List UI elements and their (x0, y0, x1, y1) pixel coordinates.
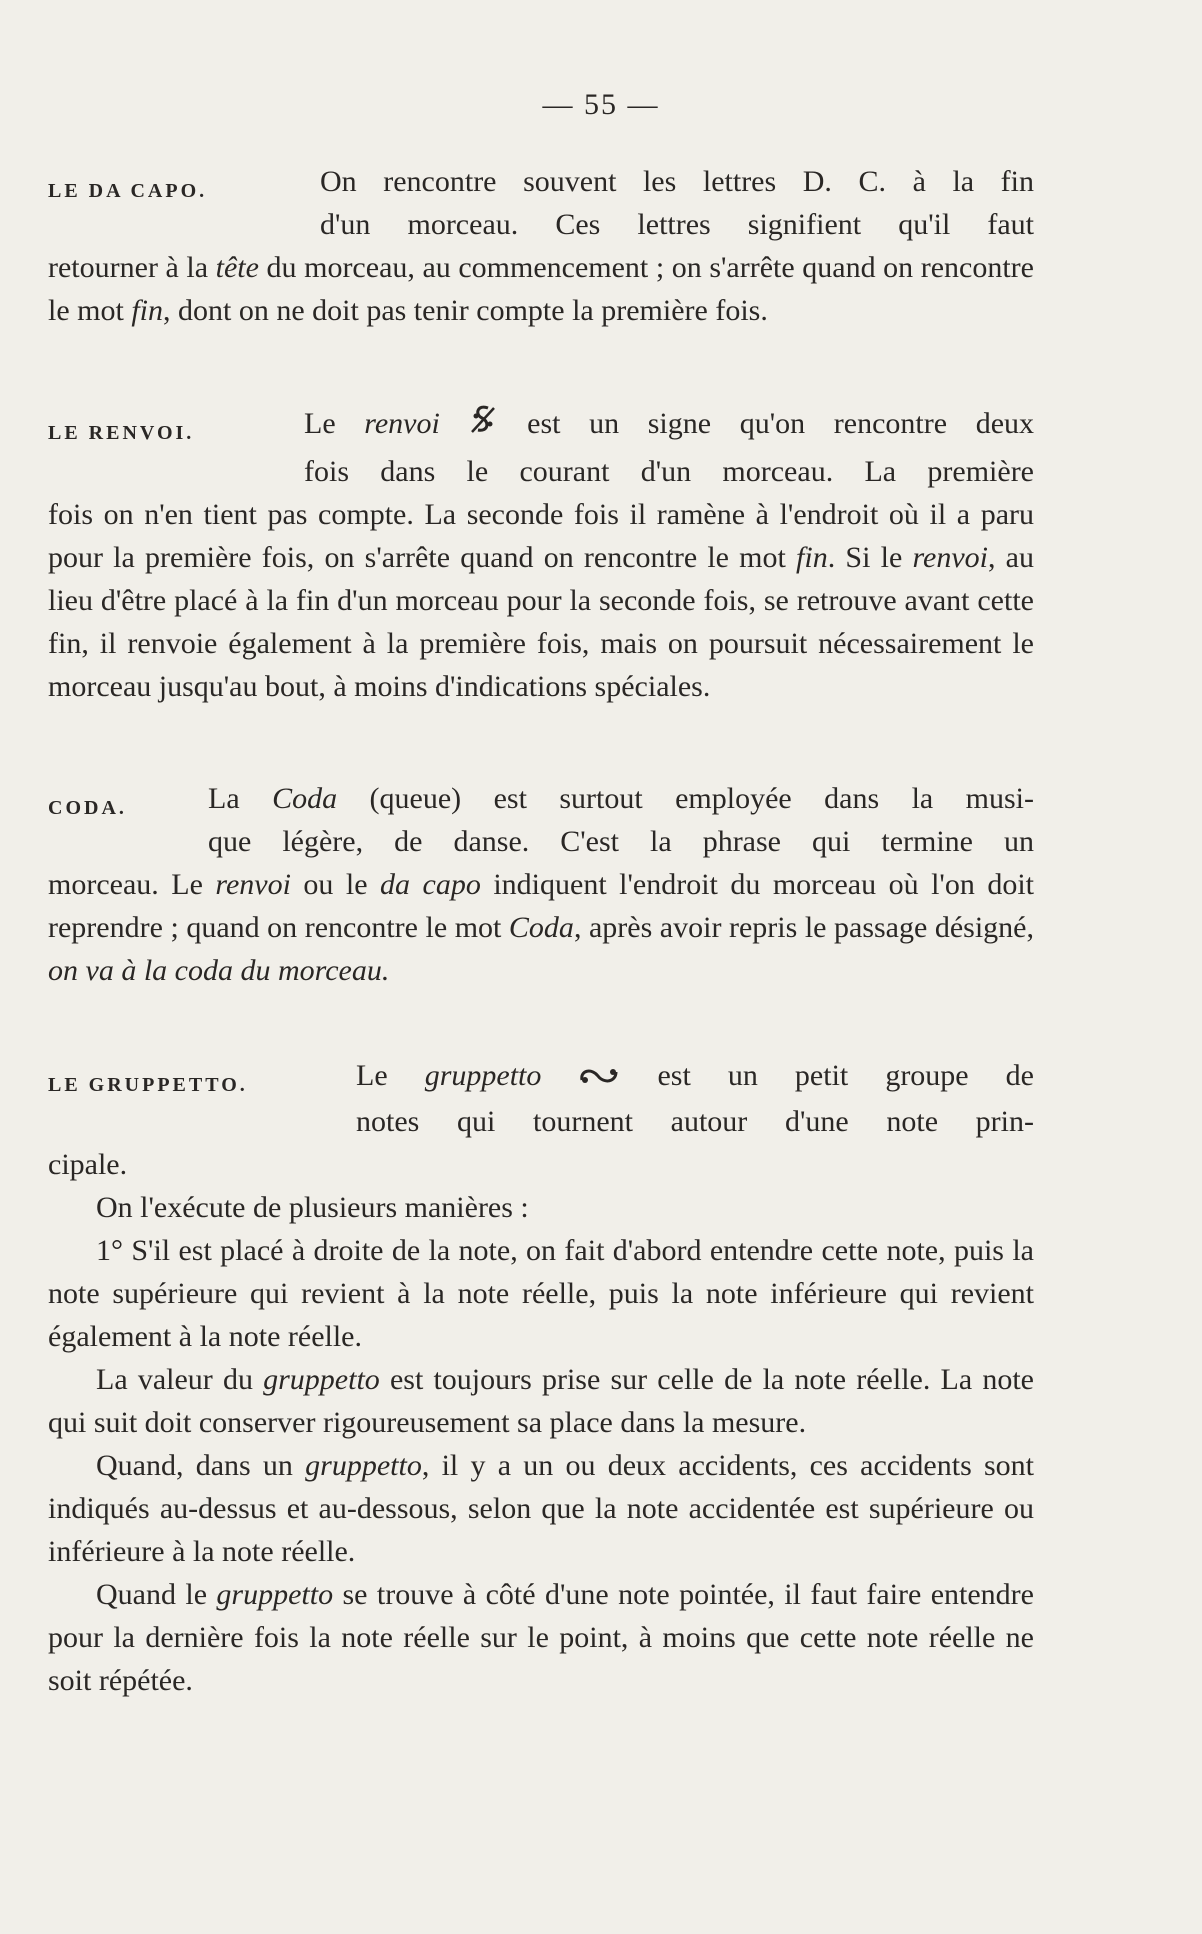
segno-icon (468, 402, 498, 450)
side-heading-da-capo: LE DA CAPO. (48, 180, 208, 202)
renvoi-body: fois on n'en tient pas compte. La seconde fois il ramène à l'endroit où il a paru pour la première fois, on s'arrête quand on rencontre le mot fin. Si le renvoi, au lieu d'être placé à la fin d'un morceau pour la seconde fois, se retrouve avant cette fin, il renvoie également à la première fois, mais on poursuit nécessairement le morceau jusqu'au bout, à moins d'indications spéciales. (48, 498, 1034, 704)
section-gruppetto (48, 1054, 1034, 1702)
gruppetto-body: cipale. On l'exécute de plusieurs manières : 1° S'il est placé à droite de la note, on fait d'abord entendre cette note, puis la note supérieure qui revient à la note réelle, puis la note inférieure qui revient également à la note réelle. La valeur du gruppetto est toujours prise sur celle de la note réelle. La note qui suit doit conserver rigoureusement sa place dans la mesure. Quand, dans un gruppetto, il y a un ou deux accidents, ces accidents sont indiqués au-dessus et au-dessous, selon que la note accidentée est supérieure ou inférieure à la note réelle. Quand le gruppetto se trouve à côté d'une note pointée, il faut faire entendre pour la dernière fois la note réelle sur le point, à moins que cette note réelle ne soit répétée. (48, 1143, 1034, 1702)
side-heading-coda: CODA. (48, 797, 127, 819)
paragraph: La valeur du gruppetto est toujours prise sur celle de la note réelle. La note qui suit doit conserver rigoureusement sa place dans la mesure. (48, 1362, 1034, 1439)
coda-body: morceau. Le renvoi ou le da capo indiquent l'endroit du morceau où l'on doit reprendre ; quand on rencontre le mot Coda, après avoir repris le passage désigné, on va à la coda du morceau. (48, 868, 1034, 987)
paragraph: 1° S'il est placé à droite de la note, on fait d'abord entendre cette note, puis la note supérieure qui revient à la note réelle, puis la note inférieure qui revient également à la note réelle. (48, 1233, 1034, 1353)
page-number: — 55 — (542, 88, 660, 121)
paragraph: On l'exécute de plusieurs manières : (96, 1190, 529, 1224)
side-heading-renvoi: LE RENVOI. (48, 422, 195, 444)
da-capo-body: retourner à la tête du morceau, au commencement ; on s'arrête quand on rencontre le mot fin, dont on ne doit pas tenir compte la première fois. (48, 251, 1034, 327)
gruppetto-lead: Le gruppetto est un petit groupe de notes qui tournent autour d'une note prin- (356, 1054, 1034, 1143)
section-renvoi (48, 402, 1034, 708)
da-capo-lead: On rencontre souvent les lettres D. C. à la fin d'un morceau. Ces lettres signifient qu'il faut (320, 165, 1034, 241)
section-da-capo (48, 160, 1034, 332)
renvoi-lead: Le renvoi est un signe qu'on rencontre deux fois dans le courant d'un morceau. La première (304, 402, 1034, 493)
turn-icon (578, 1057, 620, 1100)
coda-lead: La Coda (queue) est surtout employée dans la musi- que légère, de danse. C'est la phrase qui termine un (208, 782, 1034, 858)
section-coda (48, 777, 1034, 992)
paragraph: Quand le gruppetto se trouve à côté d'une note pointée, il faut faire entendre pour la dernière fois la note réelle sur le point, à moins que cette note réelle ne soit répétée. (48, 1577, 1034, 1697)
paragraph: Quand, dans un gruppetto, il y a un ou deux accidents, ces accidents sont indiqués au-dessus et au-dessous, selon que la note accidentée est supérieure ou inférieure à la note réelle. (48, 1448, 1034, 1568)
side-heading-gruppetto: LE GRUPPETTO. (48, 1074, 248, 1096)
